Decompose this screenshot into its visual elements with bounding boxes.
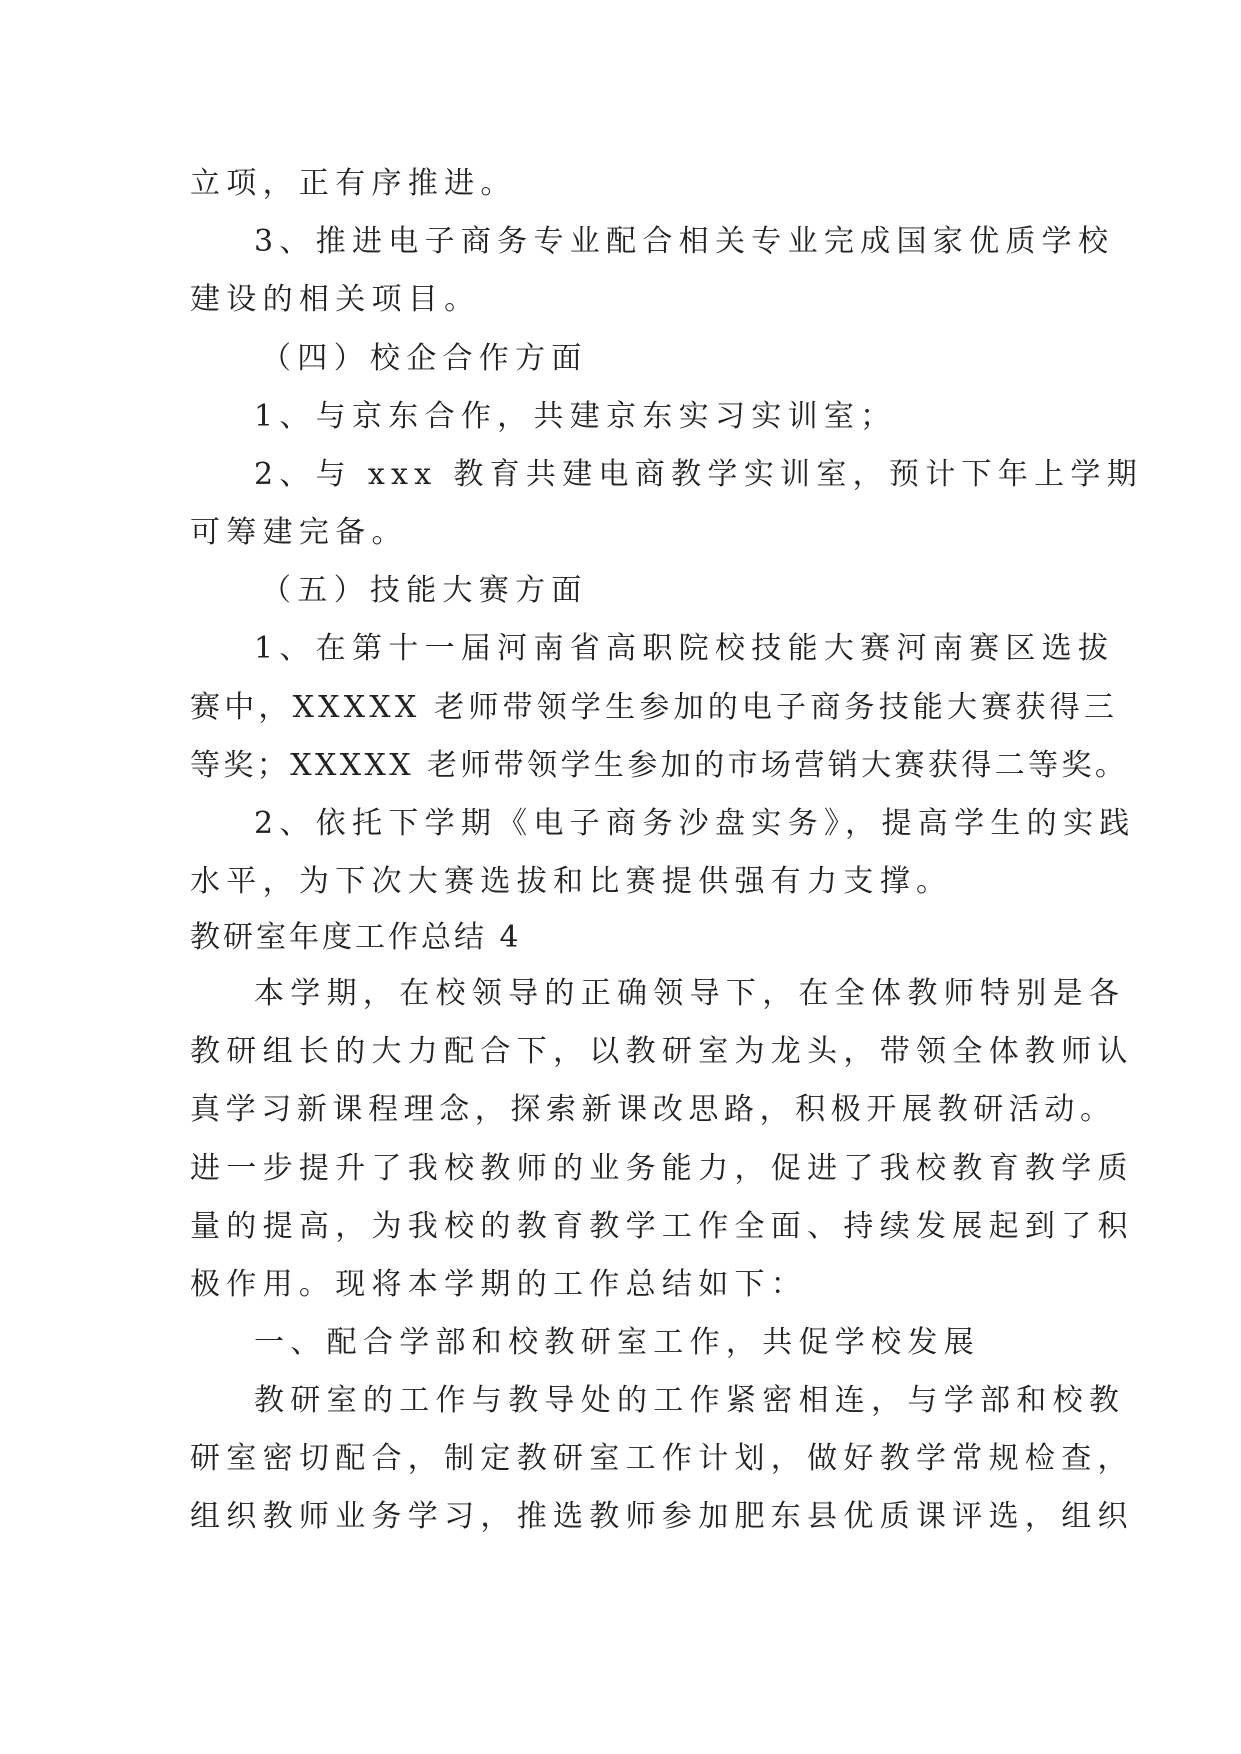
text-line: 教研室的工作与教导处的工作紧密相连，与学部和校教 <box>254 1383 1126 1418</box>
section-heading: （五）技能大赛方面 <box>261 573 588 608</box>
text-line: 本学期，在校领导的正确领导下，在全体教师特别是各 <box>254 976 1126 1011</box>
text-line: 量的提高，为我校的教育教学工作全面、持续发展起到了积 <box>190 1209 1134 1244</box>
text-line: 立项，正有序推进。 <box>190 166 517 201</box>
text-line: 1、与京东合作，共建京东实习实训室； <box>254 399 897 434</box>
text-line: 真学习新课程理念，探索新课改思路，积极开展教研活动。 <box>190 1092 1116 1127</box>
text-line: 2、依托下学期《电子商务沙盘实务》，提高学生的实践 <box>254 806 1136 841</box>
document-title: 教研室年度工作总结 4 <box>190 920 522 955</box>
text-line: 组织教师业务学习，推选教师参加肥东县优质课评选，组织 <box>190 1499 1134 1534</box>
text-line: 等奖；XXXXX 老师带领学生参加的市场营销大赛获得二等奖。 <box>190 748 1129 783</box>
text-line: 极作用。现将本学期的工作总结如下： <box>190 1267 808 1302</box>
text-line: 建设的相关项目。 <box>190 282 481 317</box>
text-line: 2、与 xxx 教育共建电商教学实训室，预计下年上学期 <box>254 457 1144 492</box>
text-line: 1、在第十一届河南省高职院校技能大赛河南赛区选拔 <box>254 631 1115 666</box>
text-line: 可筹建完备。 <box>190 515 408 550</box>
text-line: 进一步提升了我校教师的业务能力，促进了我校教育教学质 <box>190 1151 1134 1186</box>
text-line: 赛中，XXXXX 老师带领学生参加的电子商务技能大赛获得三 <box>190 690 1119 725</box>
text-line: 教研组长的大力配合下，以教研室为龙头，带领全体教师认 <box>190 1034 1134 1069</box>
text-line: 3、推进电子商务专业配合相关专业完成国家优质学校 <box>254 224 1115 259</box>
section-heading: （四）校企合作方面 <box>261 341 588 376</box>
section-heading: 一、配合学部和校教研室工作，共促学校发展 <box>254 1325 980 1360</box>
text-line: 水平，为下次大赛选拔和比赛提供强有力支撑。 <box>190 864 953 899</box>
text-line: 研室密切配合，制定教研室工作计划，做好教学常规检查， <box>190 1441 1134 1476</box>
